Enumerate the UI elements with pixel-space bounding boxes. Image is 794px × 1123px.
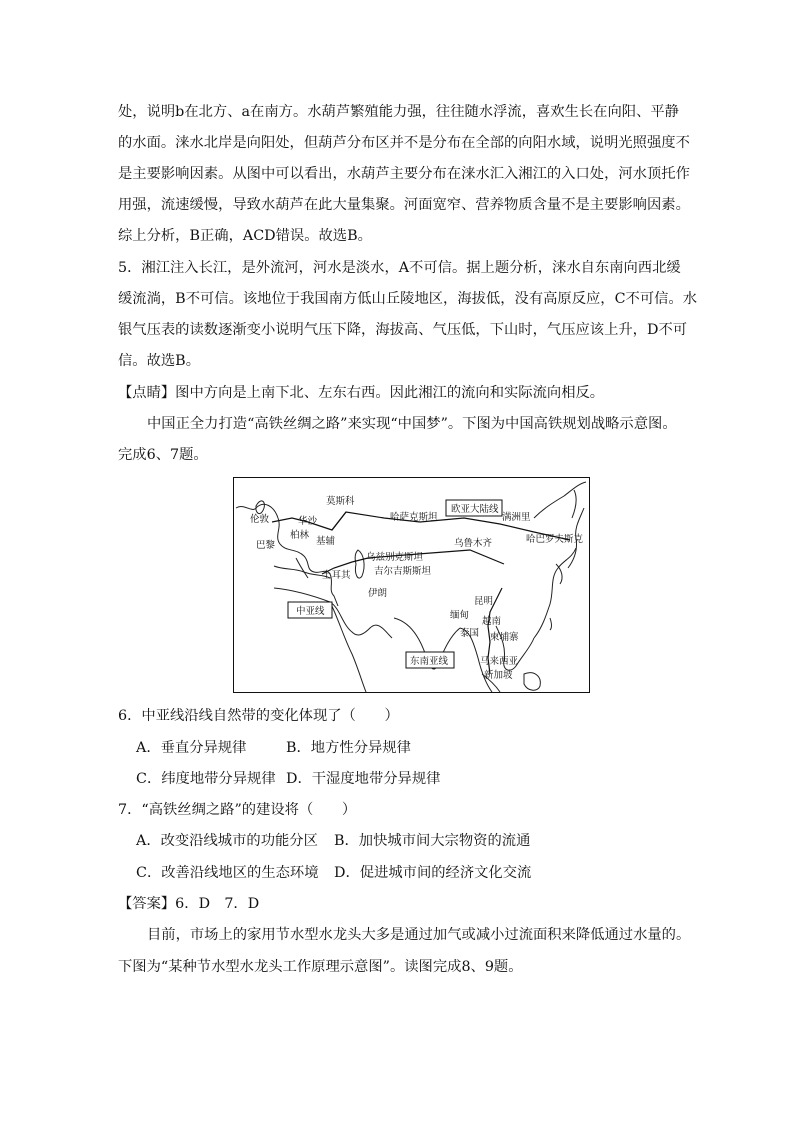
text-line-5: 综上分析，B正确，ACD错误。故选B。: [118, 228, 372, 244]
map-label: 哈萨克斯坦: [390, 512, 438, 523]
moscow-branch: [332, 512, 346, 530]
map-label: 东南亚线: [410, 656, 449, 667]
map-label: 土耳其: [322, 570, 351, 581]
q7-option-d: D．促进城市间的经济文化交流: [334, 865, 532, 881]
map-label: 新加坡: [484, 670, 513, 681]
red-sea: [330, 602, 366, 692]
taiwan: [550, 618, 552, 630]
text-line-8: 银气压表的读数逐渐变小说明气压下降，海拔高、气压低，下山时，气压应该上升，D不可: [118, 322, 688, 338]
text-line-1: 处，说明b在北方、a在南方。水葫芦繁殖能力强，往往随水浮流，喜欢生长在向阳、平静: [118, 104, 679, 120]
map-label: 华沙: [298, 516, 318, 527]
outro-line-2: 下图为“某种节水型水龙头工作原理示意图”。读图完成8、9题。: [118, 959, 523, 975]
sakhalin: [572, 490, 576, 518]
outro-line-1: 目前，市场上的家用节水型水龙头大多是通过加气或减小过流面积来降低通过水量的。: [147, 927, 691, 943]
map-label: 伊朗: [368, 588, 388, 599]
map-label: 乌鲁木齐: [454, 538, 493, 549]
q7-option-b: B．加快城市间大宗物资的流通: [334, 833, 531, 849]
q6-option-b: B．地方性分异规律: [286, 740, 411, 756]
korea: [556, 564, 562, 584]
map-label: 柬埔寨: [490, 632, 519, 643]
q6-option-c: C．纬度地带分异规律: [136, 771, 276, 787]
text-line-4: 用强，流速缓慢，导致水葫芦在此大量集聚。河面宽窄、营养物质含量不是主要影响因素。: [118, 197, 690, 213]
map-label: 基辅: [316, 536, 336, 547]
text-line-6: 5．湘江注入长江，是外流河，河水是淡水，A不可信。据上题分析，涞水自东南向西北缓: [118, 260, 681, 276]
borneo: [524, 673, 540, 691]
russia-coast: [534, 482, 586, 518]
china-coast: [534, 548, 576, 638]
text-line-2: 的水面。涞水北岸是向阳处，但葫芦分布区并不是分布在全部的向阳水域，说明光照强度不: [118, 135, 690, 151]
map-label: 伦敦: [250, 514, 270, 525]
map-label: 欧亚大陆线: [451, 504, 499, 515]
text-line-9: 信。故选B。: [118, 353, 200, 369]
q7-stem: 7．“高铁丝绸之路”的建设将（ ）: [118, 802, 357, 818]
intro-line-1: 中国正全力打造“高铁丝绸之路”来实现“中国梦”。下图为中国高铁规划战略示意图。: [147, 416, 677, 432]
q6-option-d: D．干湿度地带分异规律: [286, 771, 441, 787]
q6-stem: 6．中亚线沿线自然带的变化体现了（ ）: [118, 708, 399, 724]
map-label: 马来西亚: [480, 656, 519, 667]
map-label: 泰国: [460, 628, 480, 639]
text-line-7: 缓流淌，B不可信。该地位于我国南方低山丘陵地区，海拔低，没有高原反应，C不可信。水: [118, 291, 698, 307]
q6-option-a: A．垂直分异规律: [136, 740, 247, 756]
caspian: [355, 550, 364, 578]
italy: [296, 558, 308, 578]
q7-option-a: A．改变沿线城市的功能分区: [136, 833, 318, 849]
map-label: 中亚线: [296, 606, 325, 617]
map-label: 哈巴罗夫斯克: [526, 534, 584, 545]
answer-line: 【答案】6．D 7．D: [118, 896, 260, 912]
map-label: 乌兹别克斯坦: [366, 552, 424, 563]
map-label: 越南: [482, 616, 502, 627]
map-label: 莫斯科: [326, 496, 355, 507]
map-label: 昆明: [474, 596, 494, 607]
map-label: 吉尔吉斯斯坦: [374, 566, 432, 577]
q7-option-c: C．改善沿线地区的生态环境: [136, 865, 319, 881]
map-label: 缅甸: [450, 610, 470, 621]
dianjing-note: 【点睛】图中方向是上南下北、左东右西。因此湘江的流向和实际流向相反。: [118, 385, 605, 401]
map-label: 柏林: [290, 530, 310, 541]
intro-line-2: 完成6、7题。: [118, 447, 208, 463]
map-label: 巴黎: [256, 540, 276, 551]
text-line-3: 是主要影响因素。从图中可以看出，水葫芦主要分布在涞水汇入湘江的入口处，河水顶托作: [118, 166, 690, 182]
map-label: 满洲里: [502, 512, 531, 523]
high-speed-rail-map: [233, 477, 590, 693]
